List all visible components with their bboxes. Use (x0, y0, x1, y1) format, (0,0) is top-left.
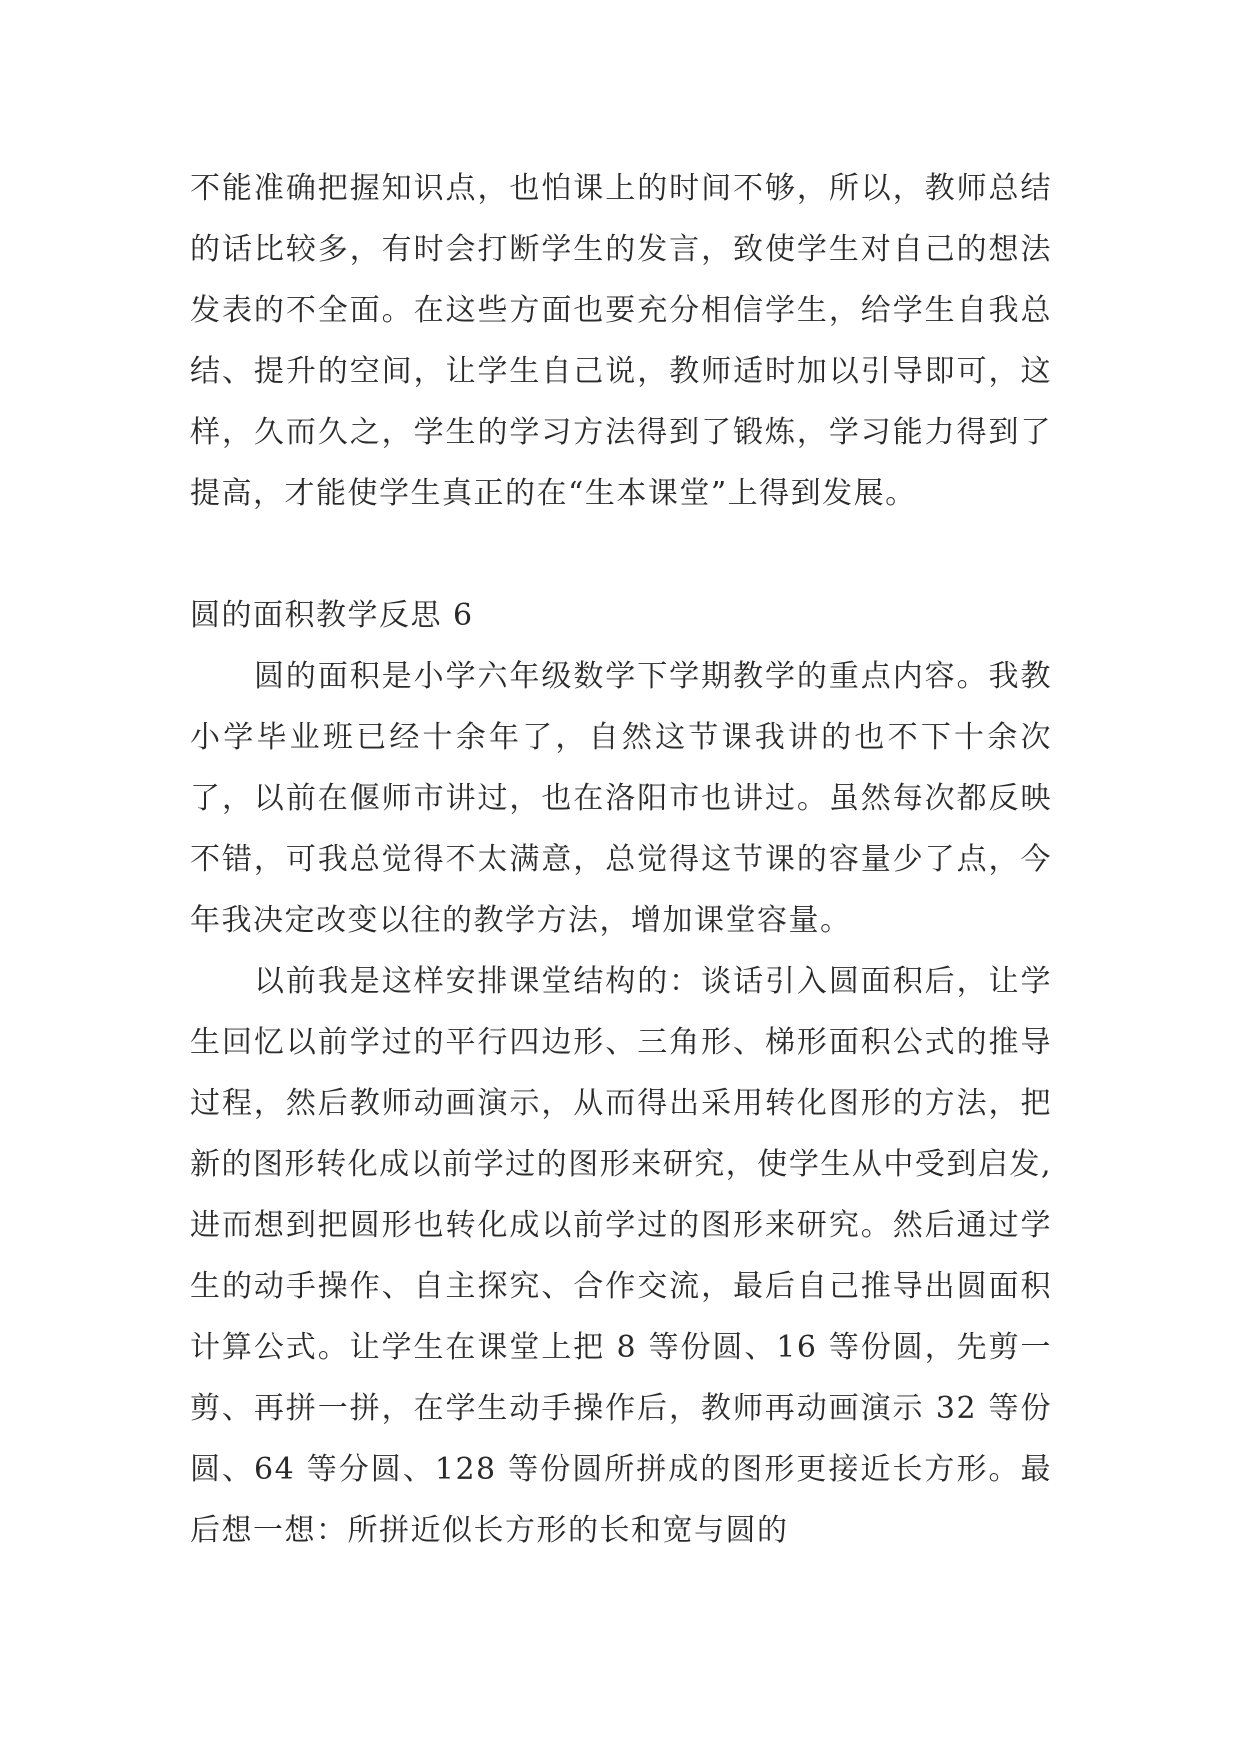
body-paragraph-2: 以前我是这样安排课堂结构的：谈话引入圆面积后，让学生回忆以前学过的平行四边形、三角形、梯形面积公式的推导过程，然后教师动画演示，从而得出采用转化图形的方法，把新的图形转化成以前学过的图形来研究，使学生从中受到启发,进而想到把圆形也转化成以前学过的图形来研究。然后通过学生的动手操作、自主探究、合作交流，最后自己推导出圆面积计算公式。让学生在课堂上把 8 等份圆、16 等份圆，先剪一剪、再拼一拼，在学生动手操作后，教师再动画演示 32 等份圆、64 等分圆、128 等份圆所拼成的图形更接近长方形。最后想一想：所拼近似长方形的长和宽与圆的 (190, 964, 1052, 1548)
document-body (190, 158, 1052, 1561)
intro-paragraph: 不能准确把握知识点，也怕课上的时间不够，所以，教师总结的话比较多，有时会打断学生的发言，致使学生对自己的想法发表的不全面。在这些方面也要充分相信学生，给学生自我总结、提升的空间，让学生自己说，教师适时加以引导即可，这样，久而久之，学生的学习方法得到了锻炼，学习能力得到了提高，才能使学生真正的在“生本课堂”上得到发展。 (190, 171, 1052, 511)
body-paragraph-1: 圆的面积是小学六年级数学下学期教学的重点内容。我教小学毕业班已经十余年了，自然这节课我讲的也不下十余次了，以前在偃师市讲过，也在洛阳市也讲过。虽然每次都反映不错，可我总觉得不太满意，总觉得这节课的容量少了点，今年我决定改变以往的教学方法，增加课堂容量。 (190, 659, 1052, 938)
section-title: 圆的面积教学反思 6 (190, 598, 474, 633)
